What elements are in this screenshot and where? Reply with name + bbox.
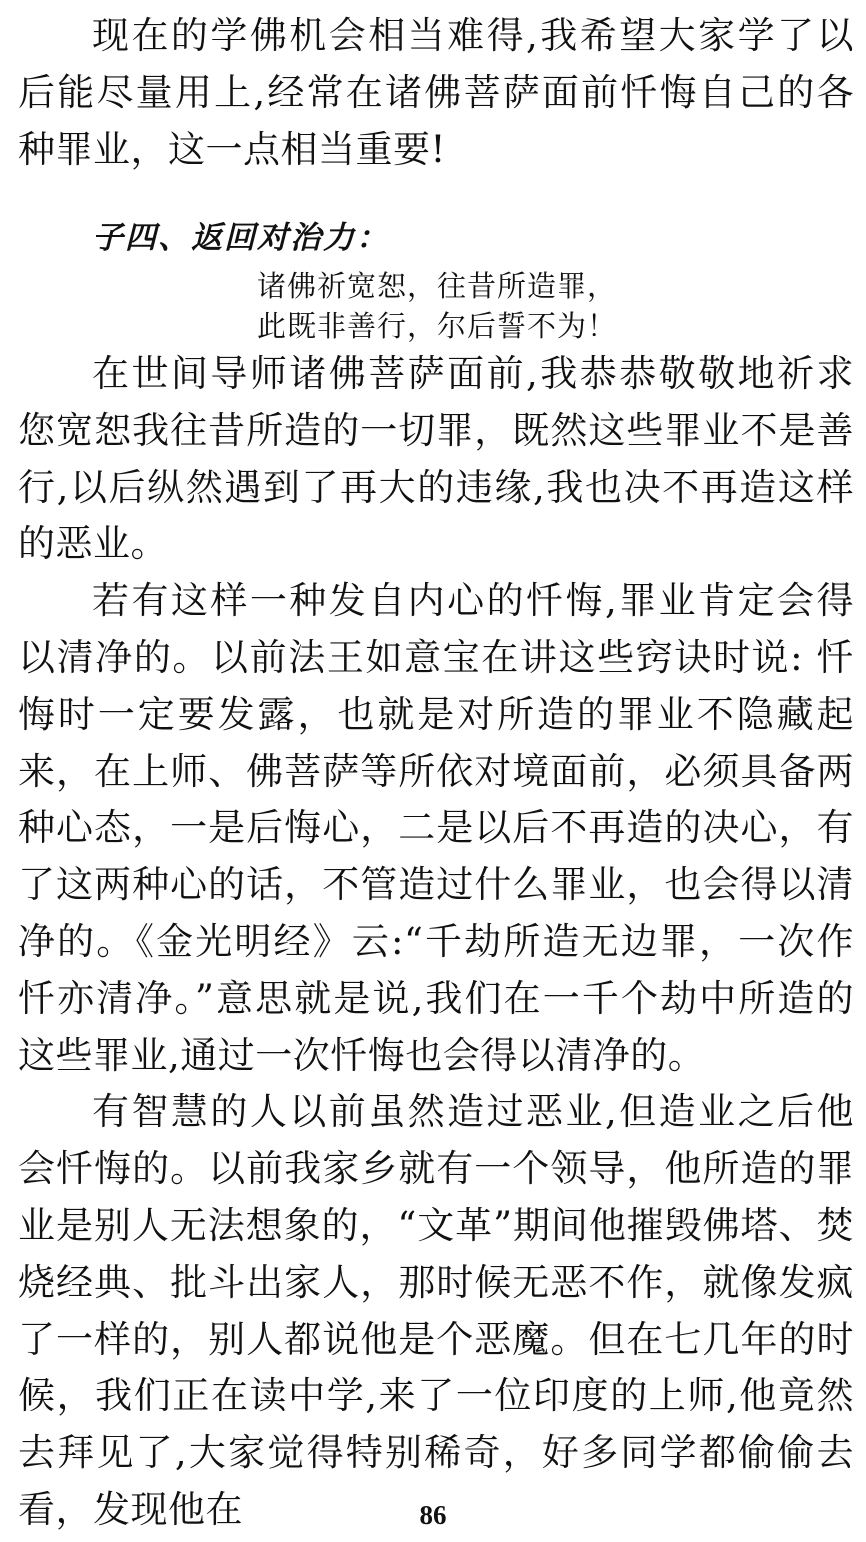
verse-line-2: 此既非善行，尔后誓不为！ (257, 309, 618, 343)
intro-paragraph: 现在的学佛机会相当难得,我希望大家学了以后能尽量用上,经常在诸佛菩萨面前忏悔自己的各种罪业，这一点相当重要! (18, 14, 854, 171)
verse-line-1: 诸佛祈宽恕，往昔所造罪， (257, 269, 618, 303)
body-text-block (18, 346, 854, 1539)
body-paragraph: 有智慧的人以前虽然造过恶业,但造业之后他会忏悔的。以前我家乡就有一个领导，他所造的罪业是别人无法想象的，“文革”期间他摧毁佛塔、焚烧经典、批斗出家人，那时候无恶不作，就像发疯了一样的，别人都说他是个恶魔。但在七几年的时候，我们正在读中学,来了一位印度的上师,他竟然去拜见了,大家觉得特别稀奇，好多同学都偷偷去看，发现他在 (18, 1090, 854, 1531)
section-heading: 子四、返回对治力： (92, 220, 389, 256)
body-paragraph: 在世间导师诸佛菩萨面前,我恭恭敬敬地祈求您宽恕我往昔所造的一切罪，既然这些罪业不是善行,以后纵然遇到了再大的违缘,我也决不再造这样的恶业。 (18, 352, 854, 566)
page-number: 86 (419, 1500, 447, 1530)
body-paragraph: 若有这样一种发自内心的忏悔,罪业肯定会得以清净的。以前法王如意宝在讲这些窍诀时说: 忏悔时一定要发露，也就是对所造的罪业不隐藏起来，在上师、佛菩萨等所依对境面前，必须具备两种心态，一是后悔心，二是以后不再造的决心，有了这两种心的话，不管造过什么罪业，也会得以清净的。《金光明经》云:“千劫所造无边罪，一次作忏亦清净。”意思就是说,我们在一千个劫中所造的这些罪业,通过一次忏悔也会得以清净的。 (18, 579, 854, 1077)
intro-text-block (18, 8, 854, 178)
